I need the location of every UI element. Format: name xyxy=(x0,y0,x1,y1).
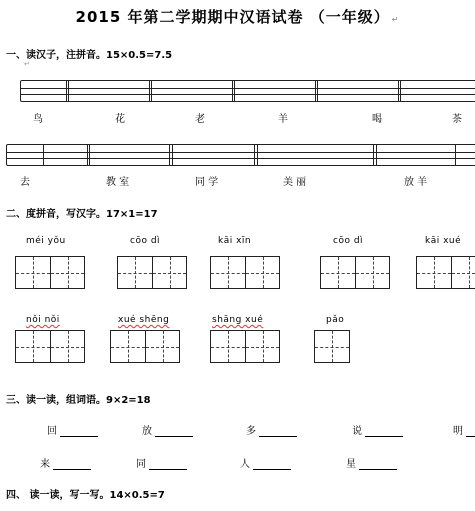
word-item: 同 学 xyxy=(195,177,219,188)
pinyin-prompt: kāi xīn xyxy=(218,236,252,246)
pinyin-prompt: cōo dì xyxy=(130,236,161,246)
char-item: 羊 xyxy=(278,114,288,125)
writing-grid[interactable] xyxy=(320,256,390,289)
writing-grid[interactable] xyxy=(314,330,350,363)
pinyin-prompt: cōo dì xyxy=(333,236,364,246)
page-title: 2015 年第二学期期中汉语试卷 （一年级） ↵ xyxy=(75,8,400,26)
pinyin-prompt: kāi xué xyxy=(425,236,462,246)
section-1-heading: 一、读汉子，注拼音。15×0.5=7.5 xyxy=(6,50,173,61)
char-item: 鸟 xyxy=(33,114,43,125)
writing-grid[interactable] xyxy=(210,256,280,289)
char-item: 老 xyxy=(195,114,205,125)
section-2-heading: 二、度拼音，写汉字。17×1=17 xyxy=(6,209,158,220)
section-3-heading: 三、读一读，组词语。9×2=18 xyxy=(6,395,151,406)
pinyin-staff-row-2 xyxy=(6,144,475,166)
pinyin-prompt: méi yǒu xyxy=(26,236,66,246)
writing-grid[interactable] xyxy=(15,256,85,289)
char-item: 花 xyxy=(115,114,125,125)
word-blank[interactable]: 同 xyxy=(136,455,187,470)
word-item: 教 室 xyxy=(106,177,130,188)
word-blank[interactable]: 说 xyxy=(352,422,403,437)
char-item: 喝 xyxy=(372,114,382,125)
pinyin-prompt: xué shēng xyxy=(118,315,170,325)
pinyin-staff-row-1 xyxy=(20,80,475,102)
writing-grid[interactable] xyxy=(15,330,85,363)
word-blank[interactable]: 来 xyxy=(40,455,91,470)
word-item: 放 羊 xyxy=(404,177,428,188)
writing-grid[interactable] xyxy=(416,256,475,289)
word-blank[interactable]: 多 xyxy=(246,422,297,437)
word-blank[interactable]: 明 xyxy=(453,422,475,437)
char-item: 茶 xyxy=(452,114,462,125)
writing-grid[interactable] xyxy=(210,330,280,363)
paragraph-mark: ↵ xyxy=(24,60,30,68)
pinyin-prompt: nǒi nǒi xyxy=(26,315,60,325)
section-4-heading: 四、 读一读，写一写。14×0.5=7 xyxy=(6,490,165,501)
word-item: 美 丽 xyxy=(283,177,307,188)
pinyin-prompt: shāng xué xyxy=(212,315,264,325)
word-blank[interactable]: 放 xyxy=(142,422,193,437)
word-blank[interactable]: 星 xyxy=(346,455,397,470)
word-item: 去 xyxy=(20,177,30,188)
pinyin-prompt: pǎo xyxy=(326,315,345,325)
writing-grid[interactable] xyxy=(117,256,187,289)
writing-grid[interactable] xyxy=(110,330,180,363)
word-blank[interactable]: 回 xyxy=(47,422,98,437)
word-blank[interactable]: 人 xyxy=(240,455,291,470)
return-mark: ↵ xyxy=(391,15,400,24)
